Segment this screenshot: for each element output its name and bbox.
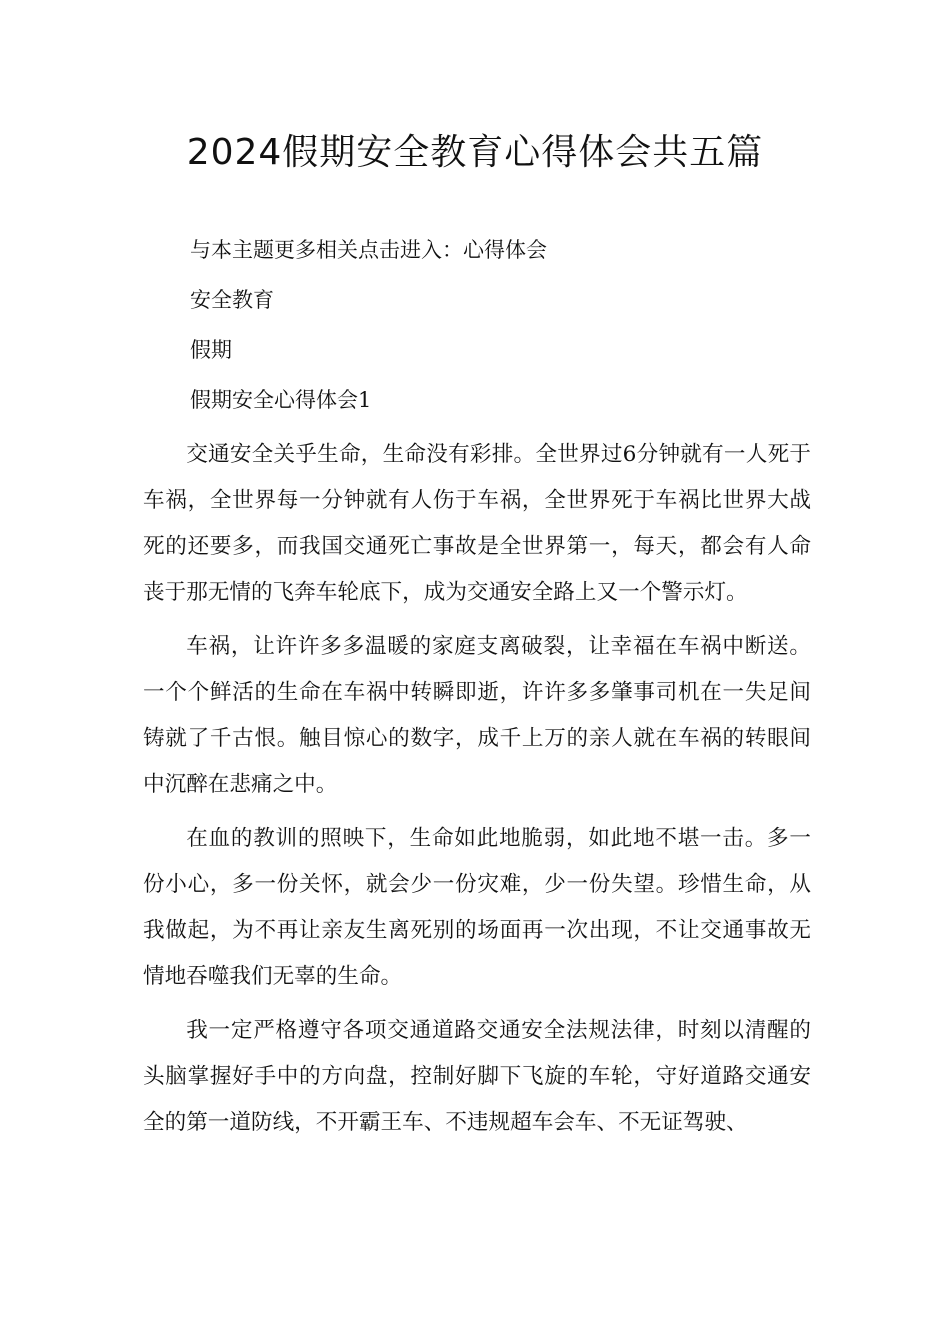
document-title: 2024假期安全教育心得体会共五篇 <box>186 132 764 173</box>
tag-holiday[interactable]: 假期 <box>190 338 232 362</box>
paragraph: 我一定严格遵守各项交通道路交通安全法规法律，时刻以清醒的头脑掌握好手中的方向盘，控制好脚下飞旋的车轮，守好道路交通安全的第一道防线，不开霸王车、不违规超车会车、不无证驾驶、 <box>143 1018 811 1135</box>
body-text <box>143 432 811 1154</box>
tag-safety-education[interactable]: 安全教育 <box>190 288 274 312</box>
paragraph: 交通安全关乎生命，生命没有彩排。全世界过6分钟就有一人死于车祸，全世界每一分钟就有人伤于车祸，全世界死于车祸比世界大战死的还要多，而我国交通死亡事故是全世界第一，每天，都会有人命丧于那无情的飞奔车轮底下，成为交通安全路上又一个警示灯。 <box>143 442 811 605</box>
section-heading: 假期安全心得体会1 <box>190 388 372 412</box>
paragraph: 车祸，让许许多多温暖的家庭支离破裂，让幸福在车祸中断送。一个个鲜活的生命在车祸中转瞬即逝，许许多多肇事司机在一失足间铸就了千古恨。触目惊心的数字，成千上万的亲人就在车祸的转眼间中沉醉在悲痛之中。 <box>143 634 811 797</box>
related-topic-link[interactable]: 与本主题更多相关点击进入：心得体会 <box>190 238 547 262</box>
paragraph: 在血的教训的照映下，生命如此地脆弱，如此地不堪一击。多一份小心，多一份关怀，就会少一份灾难，少一份失望。珍惜生命，从我做起，为不再让亲友生离死别的场面再一次出现，不让交通事故无情地吞噬我们无辜的生命。 <box>143 826 811 989</box>
